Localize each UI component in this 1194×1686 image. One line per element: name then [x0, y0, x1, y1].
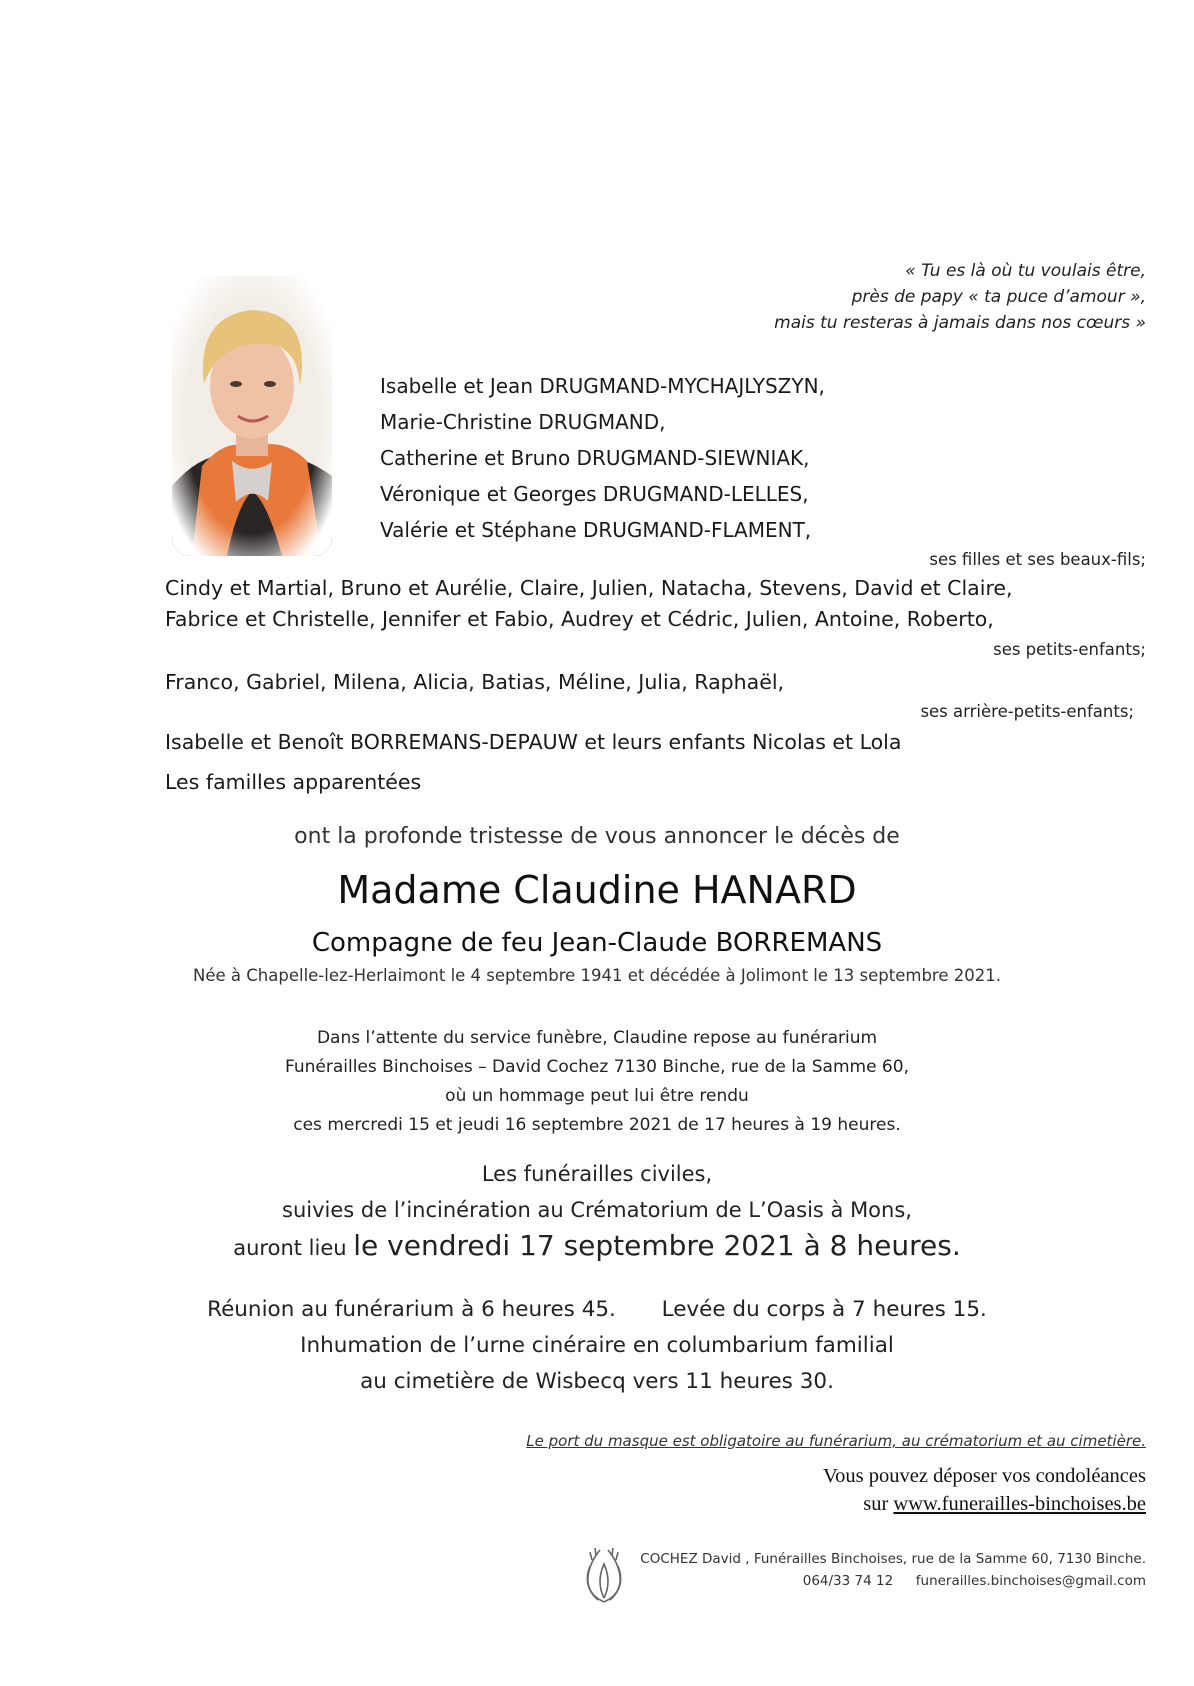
- footer-email: funerailles.binchoises@gmail.com: [915, 1573, 1146, 1589]
- birth-death-text: Née à Chapelle-lez-Herlaimont le 4 septembre 1941 et décédée à Jolimont le 13 septembre 2021.: [193, 966, 1001, 985]
- reunion-line: au cimetière de Wisbecq vers 11 heures 30.: [360, 1369, 834, 1394]
- grandchildren-role: ses petits-enfants;: [993, 640, 1146, 659]
- quote-line: près de papy « ta puce d’amour »,: [851, 287, 1146, 307]
- footer-contact-line: [640, 1570, 1146, 1592]
- deceased-name: Madame Claudine HANARD: [337, 868, 857, 912]
- footer-contact: [640, 1548, 1146, 1592]
- daughters-role: ses filles et ses beaux-fils;: [929, 550, 1146, 569]
- flame-logo-icon: [568, 1542, 640, 1606]
- civil-line: Les funérailles civiles,: [481, 1162, 713, 1186]
- departure-time: Levée du corps à 7 heures 15.: [661, 1297, 987, 1322]
- condolences-text: Vous pouvez déposer vos condoléances: [823, 1465, 1146, 1487]
- list-item: Marie-Christine DRUGMAND,: [380, 410, 666, 434]
- footer-phone: 064/33 74 12: [802, 1573, 894, 1589]
- reunion-line: [0, 1292, 1194, 1328]
- civil-funeral-paragraph: [0, 1156, 1194, 1266]
- repose-line: ces mercredi 15 et jeudi 16 septembre 2021 de 17 heures à 19 heures.: [293, 1115, 901, 1135]
- meeting-time: Réunion au funérarium à 6 heures 45.: [207, 1297, 616, 1322]
- great-grandchildren-role: ses arrière-petits-enfants;: [920, 702, 1134, 721]
- repose-line: Funérailles Binchoises – David Cochez 7130 Binche, rue de la Samme 60,: [285, 1057, 909, 1077]
- condolences-link-line: [823, 1490, 1146, 1518]
- great-grandchildren-line: Franco, Gabriel, Milena, Alicia, Batias, Méline, Julia, Raphaël,: [165, 670, 785, 694]
- companion-text: Compagne de feu Jean-Claude BORREMANS: [311, 928, 883, 958]
- condolences-block: [823, 1462, 1146, 1518]
- condolences-prefix: sur: [863, 1493, 889, 1515]
- mask-notice: Le port du masque est obligatoire au funérarium, au crématorium et au cimetière.: [526, 1432, 1146, 1450]
- epigraph-quote: [774, 258, 1146, 336]
- civil-date-prefix: auront lieu: [233, 1236, 347, 1260]
- list-item: Véronique et Georges DRUGMAND-LELLES,: [380, 482, 809, 506]
- families-line: Les familles apparentées: [165, 770, 422, 794]
- list-item: Catherine et Bruno DRUGMAND-SIEWNIAK,: [380, 446, 810, 470]
- grandchildren-line: Fabrice et Christelle, Jennifer et Fabio, Audrey et Cédric, Julien, Antoine, Roberto,: [165, 607, 994, 631]
- repose-line: où un hommage peut lui être rendu: [445, 1086, 749, 1106]
- reunion-line: Inhumation de l’urne cinéraire en columbarium familial: [300, 1333, 894, 1358]
- repose-paragraph: [0, 1024, 1194, 1140]
- civil-line: suivies de l’incinération au Crématorium de L’Oasis à Mons,: [282, 1198, 912, 1222]
- announcement-text: ont la profonde tristesse de vous annoncer le décès de: [294, 824, 900, 849]
- list-item: Isabelle et Jean DRUGMAND-MYCHAJLYSZYN,: [380, 374, 825, 398]
- funeral-date: le vendredi 17 septembre 2021 à 8 heures.: [353, 1229, 961, 1262]
- repose-line: Dans l’attente du service funèbre, Claudine repose au funérarium: [316, 1028, 878, 1048]
- daughters-list: [380, 368, 825, 548]
- quote-line: « Tu es là où tu voulais être,: [905, 261, 1146, 281]
- condolences-link[interactable]: www.funerailles-binchoises.be: [893, 1493, 1146, 1515]
- borremans-line: Isabelle et Benoît BORREMANS-DEPAUW et leurs enfants Nicolas et Lola: [165, 730, 902, 754]
- list-item: Valérie et Stéphane DRUGMAND-FLAMENT,: [380, 518, 812, 542]
- portrait-photo: [172, 276, 332, 556]
- footer-address: COCHEZ David , Funérailles Binchoises, rue de la Samme 60, 7130 Binche.: [640, 1551, 1146, 1567]
- grandchildren-line: Cindy et Martial, Bruno et Aurélie, Claire, Julien, Natacha, Stevens, David et Claire,: [165, 576, 1013, 600]
- reunion-paragraph: [0, 1292, 1194, 1400]
- quote-line: mais tu resteras à jamais dans nos cœurs »: [774, 313, 1146, 333]
- civil-date-line: [0, 1228, 1194, 1266]
